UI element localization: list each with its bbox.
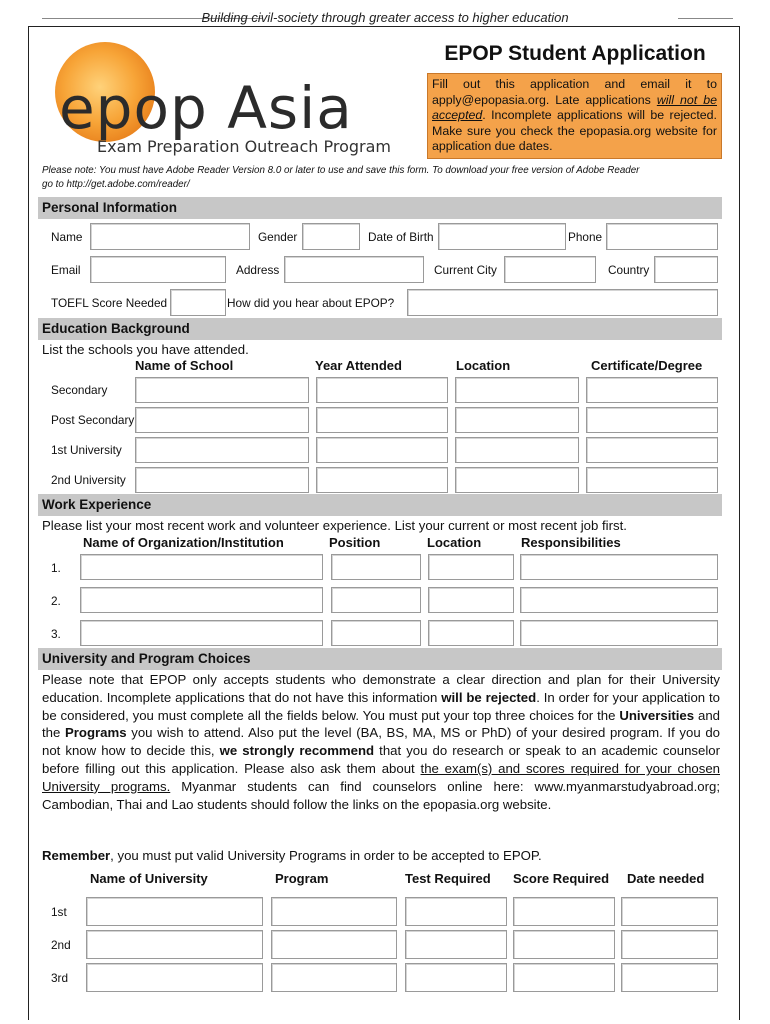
name-field[interactable] [90, 223, 250, 250]
edu-row-label: Secondary [51, 383, 108, 397]
edu-year-field[interactable] [316, 407, 448, 433]
uni-name-field[interactable] [86, 963, 263, 992]
section-university-program-choices: University and Program Choices [38, 648, 722, 670]
section-personal-information: Personal Information [38, 197, 722, 219]
university-instructions: Please note that EPOP only accepts students who demonstrate a clear direction and plan for their University education. Incomplete applications that do not have this information will be rejected. In order for your application to be considered, you must complete all the fields below. You must put your top three choices for the Universities and the Programs you wish to attend. Also put the level (BA, BS, MA, MS or PhD) of your desired program. If you do not know how to decide this, we strongly recommend that you do research or speak to an academic counselor before filling out this application. Please also ask them about the exam(s) and scores required for your chosen University programs. Myanmar students can find counselors online here: www.myanmarstudyabroad.org; Cambodian, Thai and Lao students should follow the links on the epopasia.org website. [42, 672, 721, 812]
dob-label: Date of Birth [368, 230, 434, 244]
toefl-field[interactable] [170, 289, 226, 316]
epop-asia-logo [55, 40, 415, 165]
work-col-location: Location [427, 535, 482, 550]
adobe-note: Please note: You must have Adobe Reader Version 8.0 or later to use and save this form. To download your free version of Adobe Reader go to http://get.adobe.com/reader/ [42, 165, 640, 190]
edu-degree-field[interactable] [586, 377, 718, 403]
work-col-position: Position [329, 535, 381, 550]
work-responsibilities-field[interactable] [520, 620, 718, 646]
section-work-experience: Work Experience [38, 494, 722, 516]
edu-location-field[interactable] [455, 437, 579, 463]
edu-col-location: Location [456, 358, 511, 373]
uni-score-field[interactable] [513, 897, 615, 926]
work-row-label: 3. [51, 627, 61, 641]
uni-test-field[interactable] [405, 930, 507, 959]
work-location-field[interactable] [428, 620, 514, 646]
deadline-notice: Fill out this application and email it to apply@epopasia.org. Late applications will not be accepted. Incomplete applications will be rejected. Make sure you check the epopasia.org website for application due dates. [427, 73, 722, 159]
work-position-field[interactable] [331, 587, 421, 613]
city-field[interactable] [504, 256, 596, 283]
uni-row-label: 1st [51, 905, 67, 919]
uni-col-test: Test Required [405, 871, 491, 886]
city-label: Current City [434, 263, 497, 277]
logo-main-text: epop Asia [59, 74, 353, 142]
uni-score-field[interactable] [513, 930, 615, 959]
gender-field[interactable] [302, 223, 360, 250]
edu-col-year: Year Attended [315, 358, 402, 373]
uni-name-field[interactable] [86, 930, 263, 959]
edu-location-field[interactable] [455, 407, 579, 433]
uni-col-score: Score Required [513, 871, 610, 886]
uni-program-field[interactable] [271, 897, 397, 926]
edu-year-field[interactable] [316, 377, 448, 403]
work-organization-field[interactable] [80, 554, 323, 580]
edu-row-label: 1st University [51, 443, 122, 457]
uni-col-name: Name of University [90, 871, 208, 886]
country-field[interactable] [654, 256, 718, 283]
phone-field[interactable] [606, 223, 718, 250]
phone-label: Phone [568, 230, 603, 244]
uni-row-label: 3rd [51, 971, 69, 985]
work-col-responsibilities: Responsibilities [521, 535, 621, 550]
email-label: Email [51, 263, 81, 277]
work-responsibilities-field[interactable] [520, 587, 718, 613]
work-position-field[interactable] [331, 620, 421, 646]
edu-row-label: Post Secondary [51, 413, 135, 427]
toefl-label: TOEFL Score Needed [51, 296, 168, 310]
gender-label: Gender [258, 230, 298, 244]
tagline: Building civil-society through greater access to higher education [201, 10, 569, 25]
edu-location-field[interactable] [455, 377, 579, 403]
uni-program-field[interactable] [271, 930, 397, 959]
work-row-label: 1. [51, 561, 61, 575]
name-label: Name [51, 230, 83, 244]
work-organization-field[interactable] [80, 587, 323, 613]
edu-degree-field[interactable] [586, 407, 718, 433]
uni-row-label: 2nd [51, 938, 71, 952]
country-label: Country [608, 263, 650, 277]
edu-col-school: Name of School [135, 358, 234, 373]
section-education-background: Education Background [38, 318, 722, 340]
uni-date-field[interactable] [621, 897, 718, 926]
work-col-organization: Name of Organization/Institution [83, 535, 284, 550]
dob-field[interactable] [438, 223, 566, 250]
logo-sub-text: Exam Preparation Outreach Program [97, 137, 391, 156]
edu-school-field[interactable] [135, 377, 309, 403]
heard-field[interactable] [407, 289, 718, 316]
work-row-label: 2. [51, 594, 61, 608]
work-intro: Please list your most recent work and volunteer experience. List your current or most recent job first. [42, 518, 627, 533]
education-intro: List the schools you have attended. [42, 342, 249, 357]
uni-name-field[interactable] [86, 897, 263, 926]
edu-location-field[interactable] [455, 467, 579, 493]
edu-school-field[interactable] [135, 437, 309, 463]
work-location-field[interactable] [428, 587, 514, 613]
edu-year-field[interactable] [316, 437, 448, 463]
edu-year-field[interactable] [316, 467, 448, 493]
uni-date-field[interactable] [621, 930, 718, 959]
uni-program-field[interactable] [271, 963, 397, 992]
work-organization-field[interactable] [80, 620, 323, 646]
uni-score-field[interactable] [513, 963, 615, 992]
edu-row-label: 2nd University [51, 473, 126, 487]
uni-date-field[interactable] [621, 963, 718, 992]
work-responsibilities-field[interactable] [520, 554, 718, 580]
email-field[interactable] [90, 256, 226, 283]
edu-degree-field[interactable] [586, 467, 718, 493]
work-position-field[interactable] [331, 554, 421, 580]
edu-school-field[interactable] [135, 467, 309, 493]
address-field[interactable] [284, 256, 424, 283]
page-title: EPOP Student Application [444, 42, 706, 65]
edu-degree-field[interactable] [586, 437, 718, 463]
heard-label: How did you hear about EPOP? [227, 296, 395, 310]
address-label: Address [236, 263, 280, 277]
uni-test-field[interactable] [405, 897, 507, 926]
remember-note: Remember, you must put valid University Programs in order to be accepted to EPOP. [42, 848, 542, 863]
uni-col-date: Date needed [627, 871, 705, 886]
edu-col-degree: Certificate/Degree [591, 358, 703, 373]
uni-col-program: Program [275, 871, 329, 886]
uni-test-field[interactable] [405, 963, 507, 992]
work-location-field[interactable] [428, 554, 514, 580]
edu-school-field[interactable] [135, 407, 309, 433]
